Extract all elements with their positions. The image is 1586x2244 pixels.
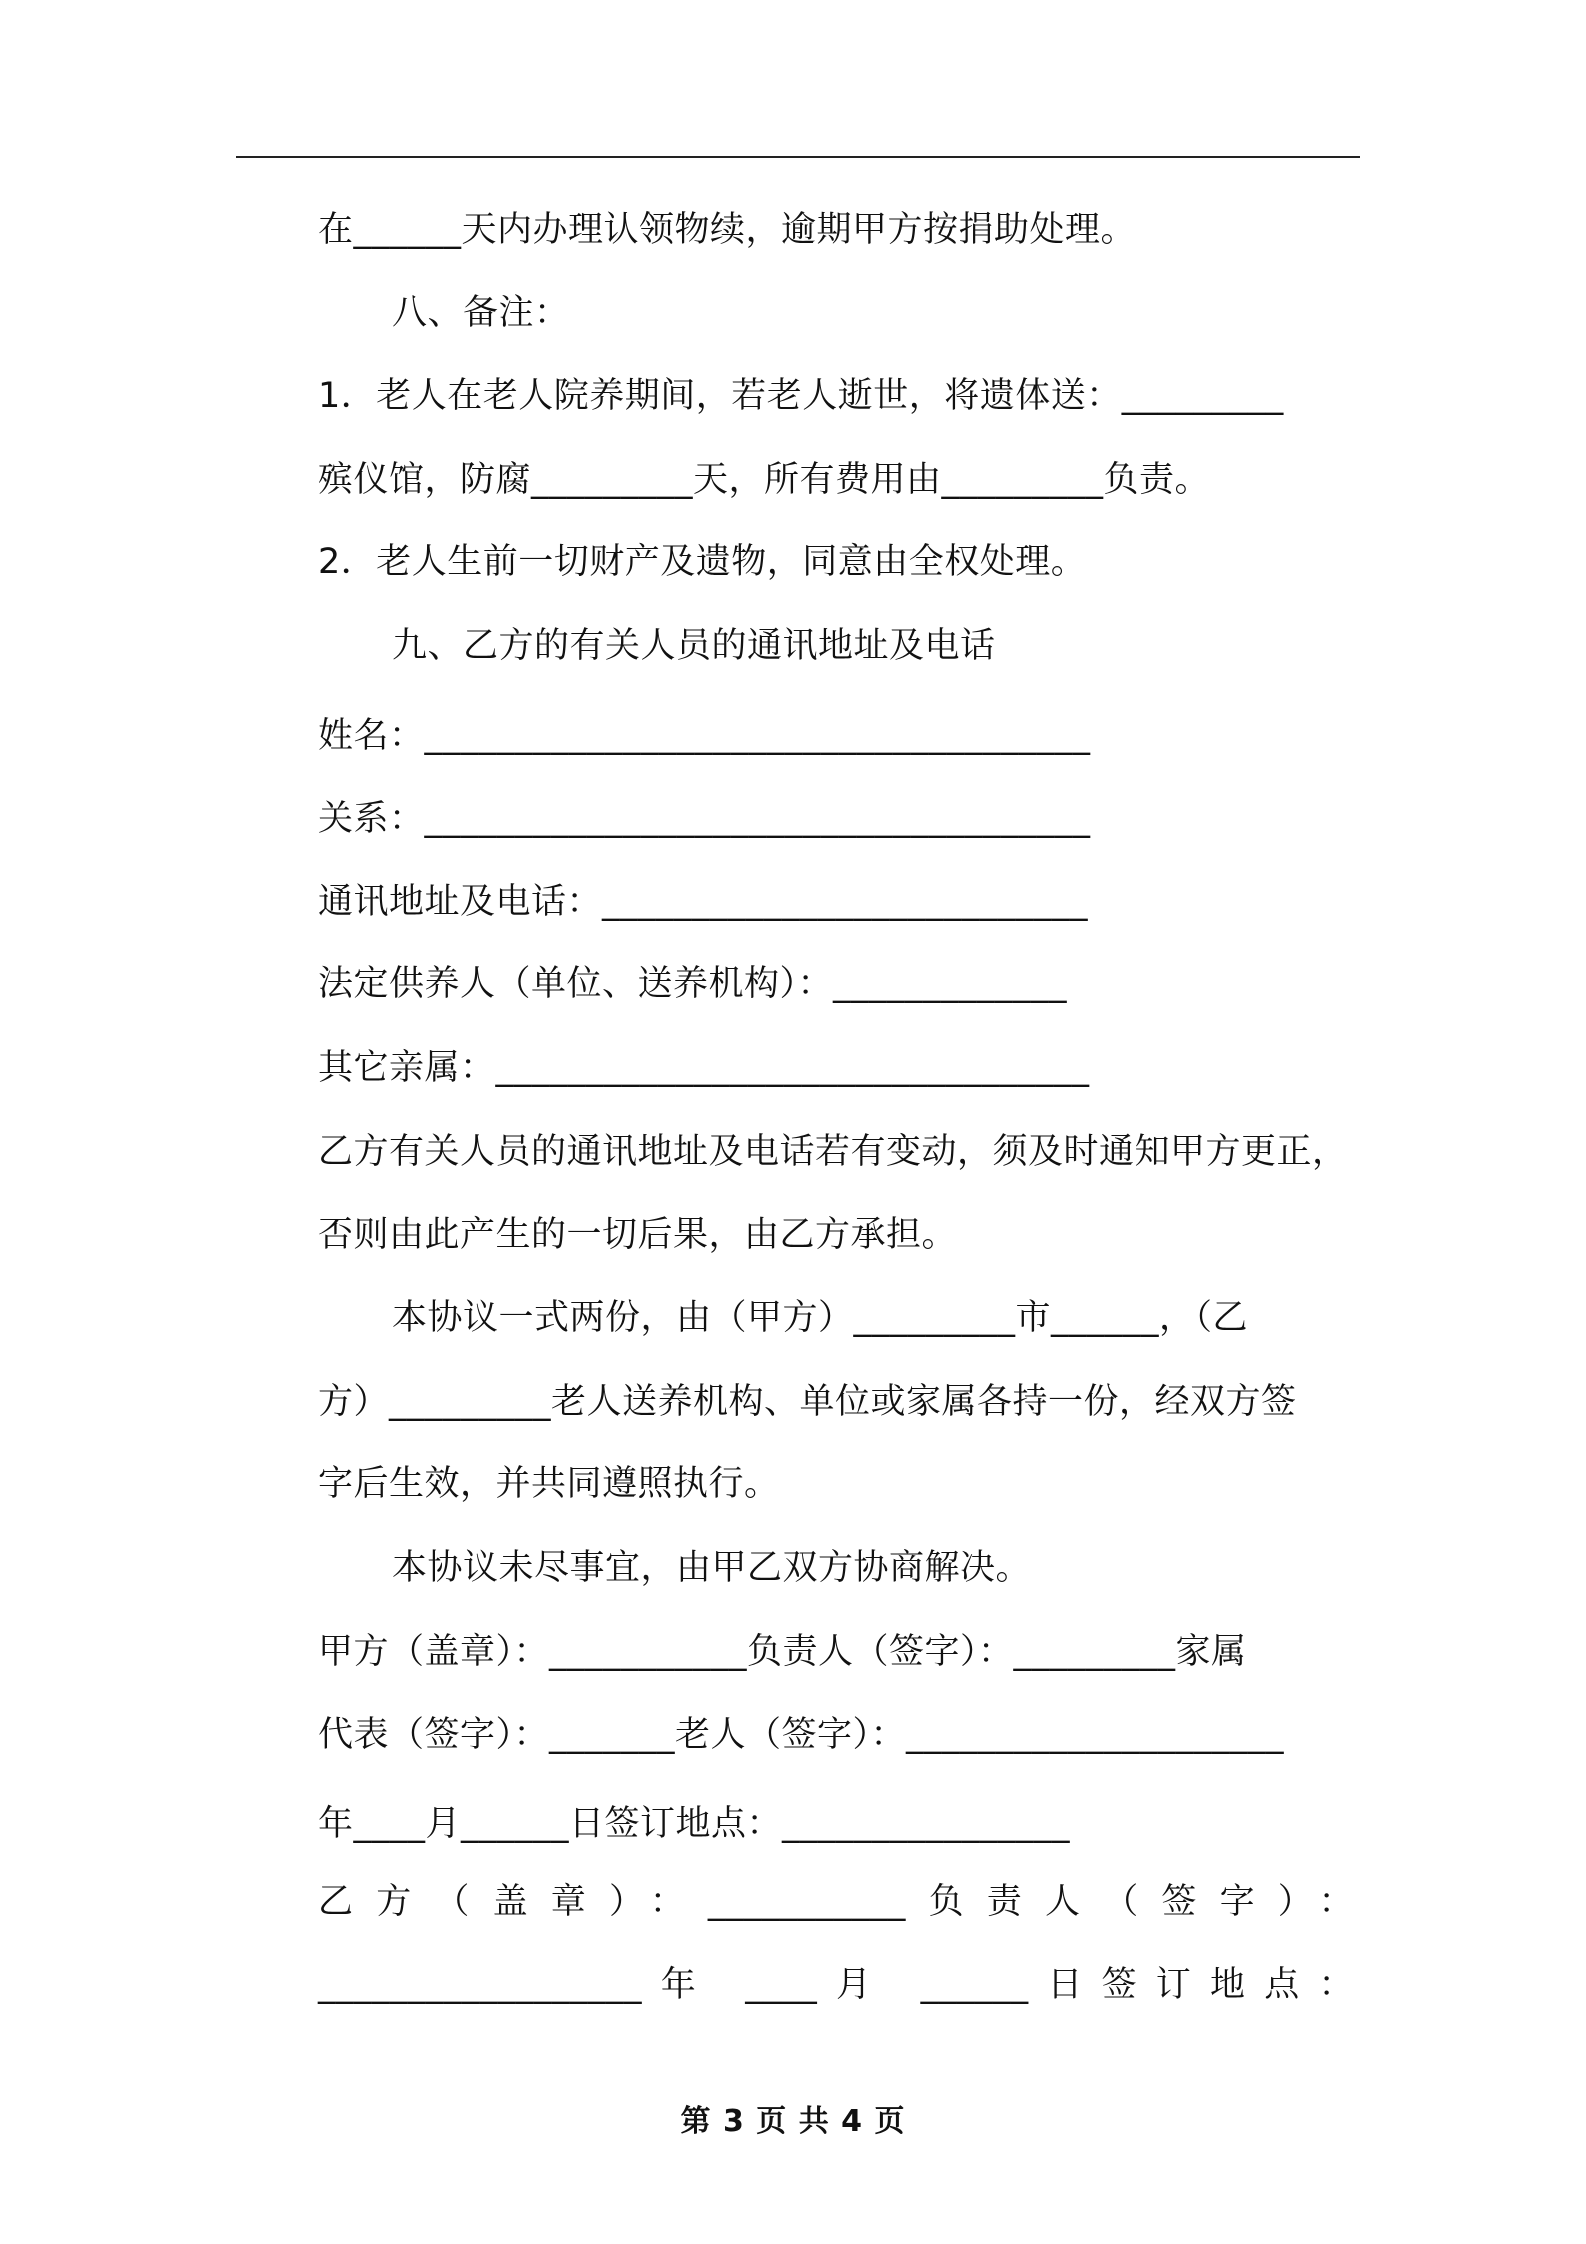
field-address-phone: 通讯地址及电话：___________________________ [318,882,1089,922]
notice-line-2: 否则由此产生的一切后果，由乙方承担。 [318,1215,958,1255]
signature-party-a-line-2: 代表（签字）：_______老人（签字）：_____________________ [318,1715,1285,1755]
copies-line-2: 方）_________老人送养机构、单位或家属各持一份，经双方签 [318,1382,1297,1422]
note-item-1-line-1: 1．老人在老人院养期间，若老人逝世，将遗体送：_________ [318,376,1284,416]
field-legal-supporter: 法定供养人（单位、送养机构）：_____________ [318,964,1068,1004]
signature-party-b-line-1: 乙方（盖章）：___________负责人（签字）： [318,1882,1354,1922]
signature-party-a-line-1: 甲方（盖章）：___________负责人（签字）：_________家属 [318,1632,1247,1672]
unresolved-matters-line: 本协议未尽事宜，由甲乙双方协商解决。 [392,1548,1032,1588]
note-item-2: 2．老人生前一切财产及遗物，同意由全权处理。 [318,542,1087,582]
field-name: 姓名：_____________________________________ [318,716,1091,756]
section-heading-9: 九、乙方的有关人员的通讯地址及电话 [392,626,996,666]
note-item-1-line-2: 殡仪馆，防腐_________天，所有费用由_________负责。 [318,460,1211,500]
field-other-relatives: 其它亲属：_________________________________ [318,1048,1090,1088]
signature-party-a-date-place: 年____月______日签订地点：________________ [318,1804,1071,1844]
copies-line-3: 字后生效，并共同遵照执行。 [318,1464,780,1504]
field-relationship: 关系：_____________________________________ [318,799,1091,839]
body-line-1: 在______天内办理认领物续，逾期甲方按捐助处理。 [318,210,1137,250]
notice-line-1: 乙方有关人员的通讯地址及电话若有变动，须及时通知甲方更正， [318,1132,1348,1172]
signature-party-b-line-2: __________________年 ____月 ______日签订地点： [318,1965,1354,2005]
section-heading-8: 八、备注： [392,293,570,333]
copies-line-1: 本协议一式两份，由（甲方）_________市______，（乙 [392,1298,1249,1338]
page-number: 第 3 页 共 4 页 [680,2104,906,2139]
header-rule [236,156,1360,158]
